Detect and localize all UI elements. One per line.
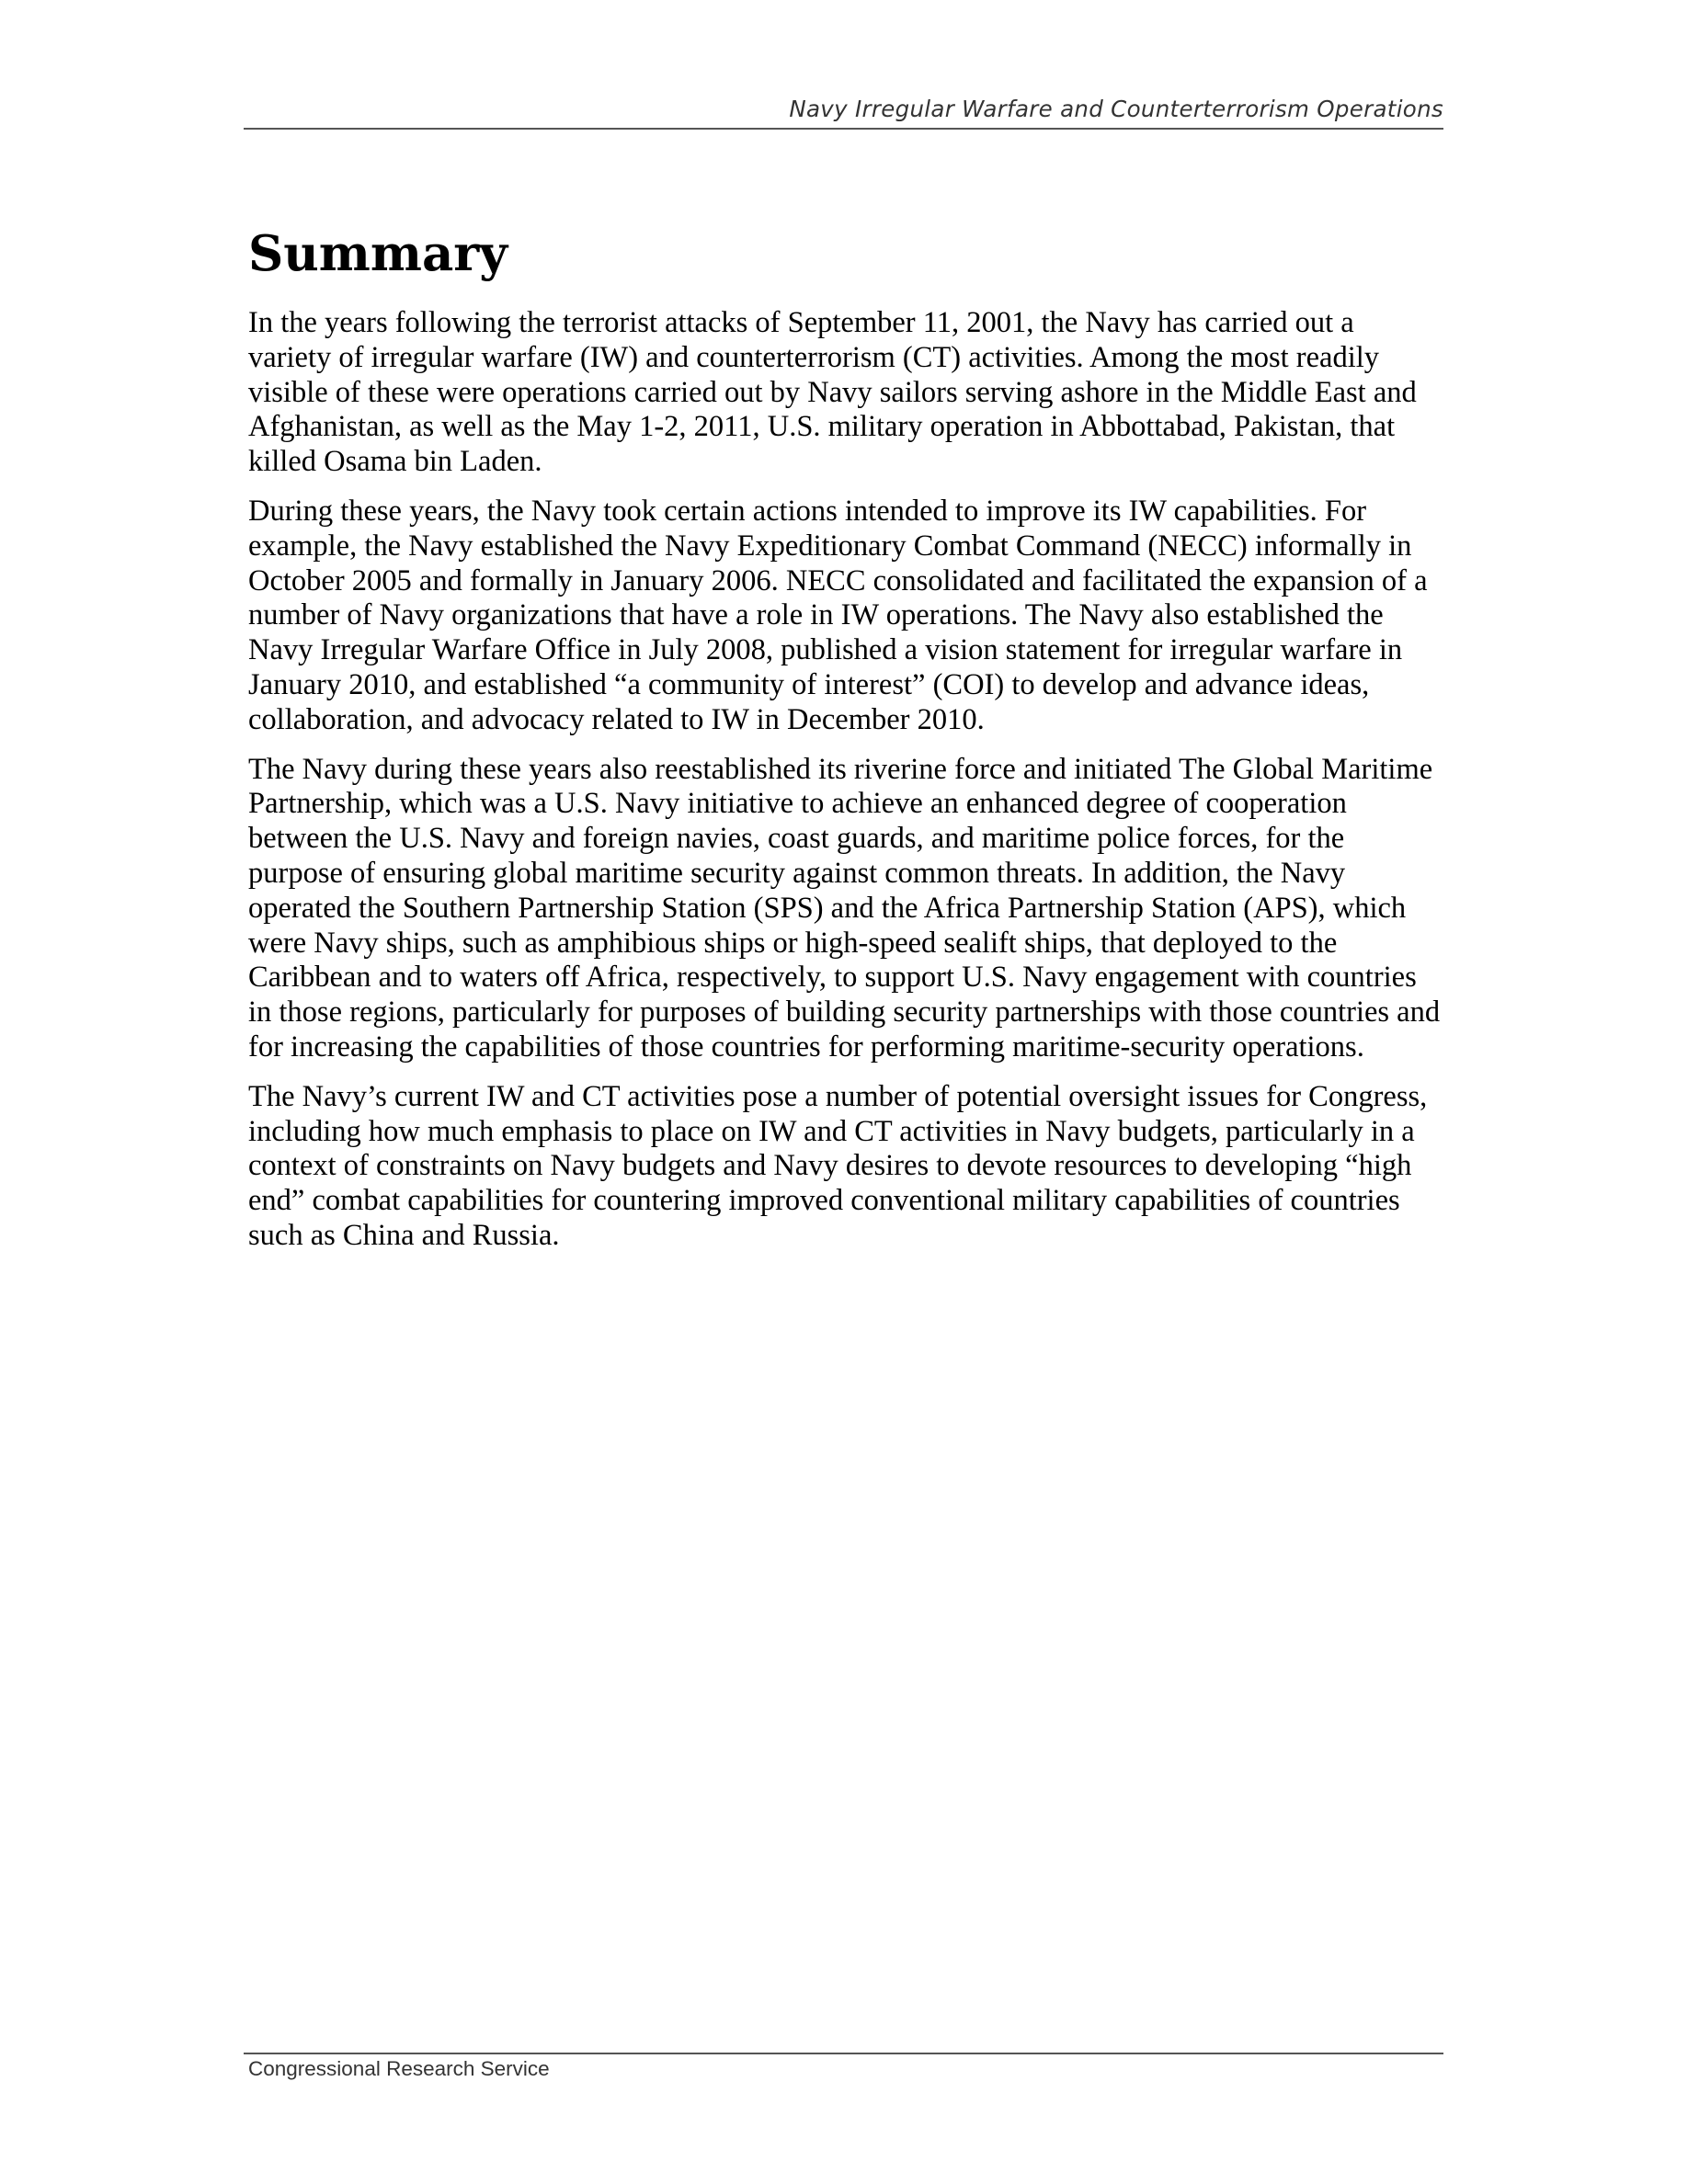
paragraph-4: The Navy’s current IW and CT activities pose a number of potential oversight issues for Congress, including how much emphasis to place on IW and CT activities in Navy budgets, particularly in a context of constraints on Navy budgets and Navy desires to devote resources to developing “high end” combat capabilities for countering improved conventional military capabilities of countries such as China and Russia. (248, 1079, 1428, 1252)
paragraph-3: The Navy during these years also reestablished its riverine force and initiated The Global Maritime Partnership, which was a U.S. Navy initiative to achieve an enhanced degree of cooperation between the U.S. Navy and foreign navies, coast guards, and maritime police forces, for the purpose of ensuring global maritime security against common threats. In addition, the Navy operated the Southern Partnership Station (SPS) and the Africa Partnership Station (APS), which were Navy ships, such as amphibious ships or high-speed sealift ships, that deployed to the Caribbean and to waters off Africa, respectively, to support U.S. Navy engagement with countries in those regions, particularly for purposes of building security partnerships with those countries and for increasing the capabilities of those countries for performing maritime-security operations. (248, 752, 1441, 1064)
section-title: Summary (248, 225, 508, 282)
running-header-title: Navy Irregular Warfare and Counterterrorism Operations (789, 96, 1443, 122)
paragraph-1: In the years following the terrorist attacks of September 11, 2001, the Navy has carried out a variety of irregular warfare (IW) and counterterrorism (CT) activities. Among the most readily visible of these were operations carried out by Navy sailors serving ashore in the Middle East and Afghanistan, as well as the May 1-2, 2011, U.S. military operation in Abbottabad, Pakistan, that killed Osama bin Laden. (248, 306, 1417, 479)
summary-body (248, 306, 1443, 1268)
footer-divider (244, 2053, 1443, 2054)
running-footer-organization: Congressional Research Service (248, 2057, 550, 2080)
paragraph-2: During these years, the Navy took certain actions intended to improve its IW capabilities. For example, the Navy established the Navy Expeditionary Combat Command (NECC) informally in October 2005 and formally in January 2006. NECC consolidated and facilitated the expansion of a number of Navy organizations that have a role in IW operations. The Navy also established the Navy Irregular Warfare Office in July 2008, published a vision statement for irregular warfare in January 2010, and established “a community of interest” (COI) to develop and advance ideas, collaboration, and advocacy related to IW in December 2010. (248, 494, 1428, 736)
header-divider (244, 128, 1443, 130)
